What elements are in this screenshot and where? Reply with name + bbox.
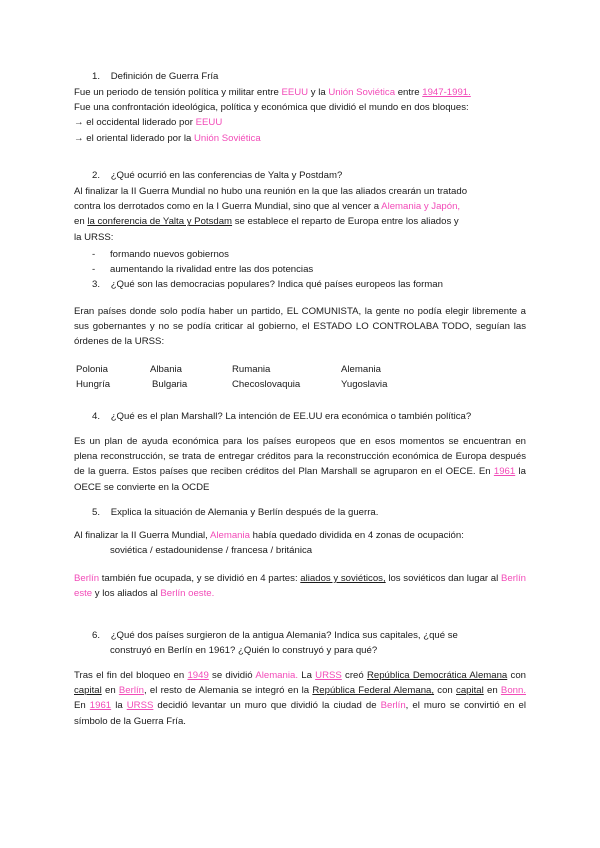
list-item-1: formando nuevos gobiernos xyxy=(110,249,229,260)
section-4-heading: 4. ¿Qué es el plan Marshall? La intención de EE.UU era económica o también política? xyxy=(92,411,472,422)
section-5-line-1: Al finalizar la II Guerra Mundial, Alemania había quedado dividida en 4 zonas de ocupación: xyxy=(74,530,464,541)
section-1-number: 1. xyxy=(92,71,101,82)
section-6-heading-line-2: construyó en Berlín en 1961? ¿Quién lo construyó y para qué? xyxy=(110,645,378,656)
list-dash: - xyxy=(92,249,96,260)
section-4-paragraph: Es un plan de ayuda económica para los países europeos que en esos momentos se encuentran en plena reconstrucción, se trata de entregar créditos para la reconstrucción económica de Europa después de la guerra. Estos países que reciben créditos del Plan Marshall se agruparon en el OECE. En 1961 la OECE se convierte en la OCDE xyxy=(74,436,526,493)
section-6-heading-line-1: 6. ¿Qué dos países surgieron de la antigua Alemania? Indica sus capitales, ¿qué se xyxy=(92,630,458,641)
yalta-potsdam-underline: la conferencia de Yalta y Potsdam xyxy=(87,216,233,228)
section-2-body: Al finalizar la II Guerra Mundial no hubo una reunión en la que las aliados crearán un tratado contra los derrotados como en la I Guerra Mundial, sino que al vencer a Alemania y Japón, en la conferencia de Yalta y Potsdam se establece el reparto de Europa entre los aliados y la URSS: xyxy=(74,186,468,243)
bullet-eastern-bloc: → el oriental liderado por la Unión Soviética xyxy=(74,132,261,144)
aliados-sovieticos-underline: aliados y soviéticos, xyxy=(300,573,386,584)
section-3-paragraph: Eran países donde solo podía haber un partido, EL COMUNISTA, la gente no podía elegir libremente a sus gobernantes y no se podía criticar al gobierno, el ESTADO LO CONTROLABA TODO, seguían las órdenes de la URSS: xyxy=(74,306,526,348)
section-6-paragraph: Tras el fin del bloqueo en 1949 se dividió Alemania. La URSS creó República Democrática Alemana con capital en Berlín, el resto de Alemania se integró en la República Federal Alemana, con capital en Bonn. En 1961 la URSS decidió levantar un muro que dividió la ciudad de Berlín, el muro se convirtió en el símbolo de la Guerra Fría. xyxy=(74,670,526,727)
urss-highlight: Unión Soviética xyxy=(328,87,396,98)
bullet-western-bloc: → el occidental liderado por EEUU xyxy=(74,117,223,129)
section-2-heading: 2. ¿Qué ocurrió en las conferencias de Yalta y Postdam? xyxy=(92,170,343,181)
country-cell: Polonia xyxy=(76,364,109,375)
country-cell: Yugoslavia xyxy=(341,379,388,390)
section-1-body xyxy=(74,85,526,146)
country-cell: Bulgaria xyxy=(152,379,188,390)
section-1-title: Definición de Guerra Fría xyxy=(110,71,219,82)
country-cell: Checoslovaquia xyxy=(232,379,301,390)
occupation-zones: soviética / estadounidense / francesa / británica xyxy=(110,545,313,556)
country-cell: Alemania xyxy=(341,364,381,375)
section-1-paragraph-2: Fue una confrontación ideológica, política y económica que dividió el mundo en dos bloques: xyxy=(74,102,469,114)
eeuu-highlight: EEUU xyxy=(281,87,309,98)
section-1-line-1: Fue un periodo de tensión política y militar entre EEUU y la Unión Soviética entre 1947-1991. xyxy=(74,87,471,98)
alemania-highlight: Alemania xyxy=(209,530,250,541)
section-1-heading xyxy=(92,69,218,84)
section-5-heading: 5. Explica la situación de Alemania y Berlín después de la guerra. xyxy=(92,507,379,518)
country-cell: Rumania xyxy=(232,364,271,375)
list-dash: - xyxy=(92,264,96,275)
country-cell: Albania xyxy=(150,364,183,375)
section-3-heading: 3. ¿Qué son las democracias populares? Indica qué países europeos las forman xyxy=(92,279,443,290)
year-1961-highlight: 1961 xyxy=(493,466,516,478)
years-highlight: 1947-1991. xyxy=(422,87,471,98)
alemania-japon-highlight: Alemania y Japón, xyxy=(381,201,461,213)
section-5-paragraph-2: Berlín también fue ocupada, y se dividió en 4 partes: aliados y soviéticos, los soviéticos dan lugar al Berlín este y los aliados al Berlín oeste. xyxy=(74,573,527,600)
list-item-2: aumentando la rivalidad entre las dos potencias xyxy=(110,264,314,275)
country-cell: Hungría xyxy=(76,379,111,390)
